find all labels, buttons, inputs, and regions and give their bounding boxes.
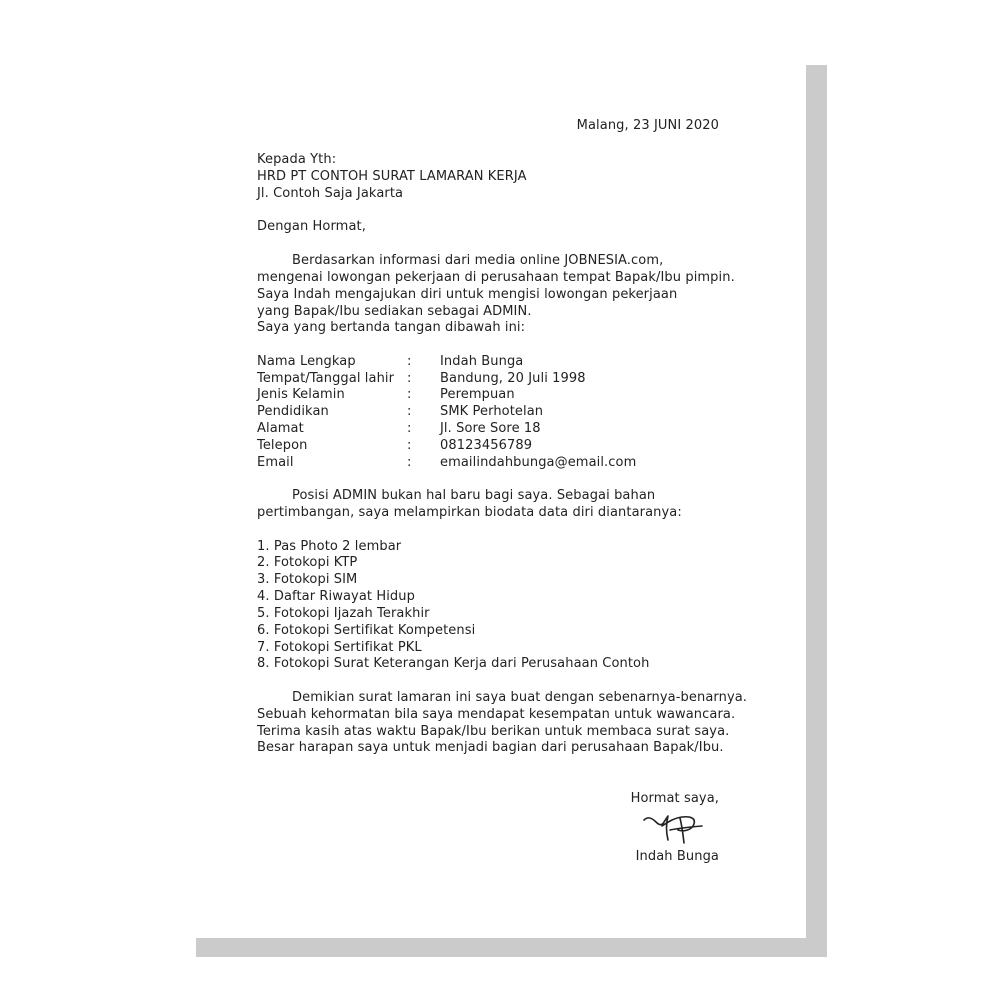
intro-line: yang Bapak/Ibu sediakan sebagai ADMIN. — [257, 304, 532, 319]
closing-line: Sebuah kehormatan bila saya mendapat kesempatan untuk wawancara. — [257, 707, 736, 722]
place-date: Malang, 23 JUNI 2020 — [576, 118, 719, 133]
signature-image — [642, 810, 710, 844]
detail-label: Tempat/Tanggal lahir — [257, 371, 395, 386]
closing-line: Demikian surat lamaran ini saya buat dengan sebenarnya-benarnya. — [292, 690, 748, 705]
detail-label: Nama Lengkap — [257, 354, 356, 369]
detail-colon: : — [407, 387, 412, 402]
detail-value: emailindahbunga@email.com — [440, 455, 637, 470]
salutation: Dengan Hormat, — [257, 219, 366, 234]
detail-colon: : — [407, 438, 412, 453]
detail-label: Pendidikan — [257, 404, 329, 419]
position-line: Posisi ADMIN bukan hal baru bagi saya. Sebagai bahan — [292, 488, 656, 503]
detail-value: Indah Bunga — [440, 354, 524, 369]
attachment-item: 1. Pas Photo 2 lembar — [257, 539, 402, 554]
detail-value: Perempuan — [440, 387, 515, 402]
recipient-address: Jl. Contoh Saja Jakarta — [257, 186, 404, 201]
detail-value: 08123456789 — [440, 438, 533, 453]
detail-colon: : — [407, 371, 412, 386]
intro-line: Saya yang bertanda tangan dibawah ini: — [257, 320, 526, 335]
detail-value: Jl. Sore Sore 18 — [440, 421, 541, 436]
attachment-item: 6. Fotokopi Sertifikat Kompetensi — [257, 623, 476, 638]
attachment-item: 8. Fotokopi Surat Keterangan Kerja dari Perusahaan Contoh — [257, 656, 650, 671]
detail-value: SMK Perhotelan — [440, 404, 544, 419]
detail-label: Email — [257, 455, 294, 470]
closing-line: Besar harapan saya untuk menjadi bagian dari perusahaan Bapak/Ibu. — [257, 740, 724, 755]
detail-label: Alamat — [257, 421, 304, 436]
detail-colon: : — [407, 421, 412, 436]
attachment-item: 5. Fotokopi Ijazah Terakhir — [257, 606, 430, 621]
closing-line: Terima kasih atas waktu Bapak/Ibu berikan untuk membaca surat saya. — [257, 724, 730, 739]
attachment-item: 2. Fotokopi KTP — [257, 555, 358, 570]
intro-line: mengenai lowongan pekerjaan di perusahaan tempat Bapak/Ibu pimpin. — [257, 270, 735, 285]
attachment-item: 4. Daftar Riwayat Hidup — [257, 589, 415, 604]
detail-label: Jenis Kelamin — [257, 387, 345, 402]
sign-off: Hormat saya, — [630, 791, 719, 806]
detail-colon: : — [407, 354, 412, 369]
position-line: pertimbangan, saya melampirkan biodata data diri diantaranya: — [257, 505, 682, 520]
attachment-item: 3. Fotokopi SIM — [257, 572, 358, 587]
attachment-item: 7. Fotokopi Sertifikat PKL — [257, 640, 422, 655]
recipient-company: HRD PT CONTOH SURAT LAMARAN KERJA — [257, 169, 527, 184]
detail-colon: : — [407, 404, 412, 419]
intro-line: Saya Indah mengajukan diri untuk mengisi lowongan pekerjaan — [257, 287, 678, 302]
signer-name: Indah Bunga — [635, 849, 719, 864]
intro-line: Berdasarkan informasi dari media online JOBNESIA.com, — [292, 253, 664, 268]
detail-label: Telepon — [257, 438, 308, 453]
recipient-greeting: Kepada Yth: — [257, 152, 337, 167]
detail-value: Bandung, 20 Juli 1998 — [440, 371, 586, 386]
detail-colon: : — [407, 455, 412, 470]
